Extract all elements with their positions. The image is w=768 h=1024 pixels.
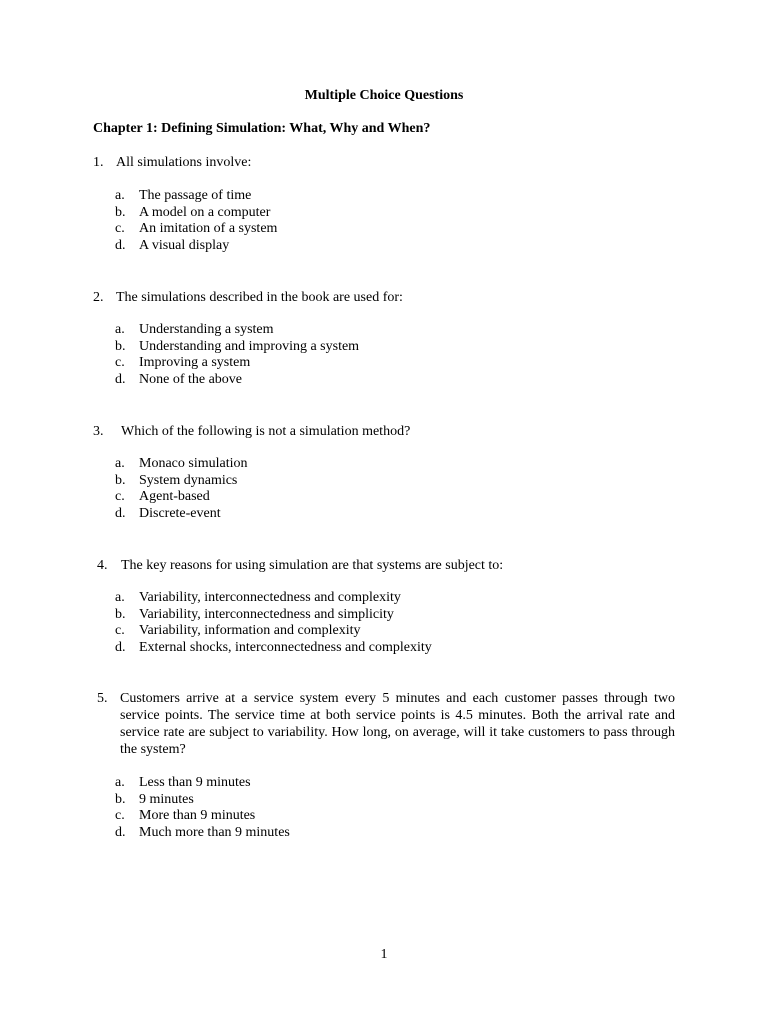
question-1 bbox=[93, 154, 593, 171]
option-text: Much more than 9 minutes bbox=[139, 825, 290, 841]
option-text: System dynamics bbox=[139, 472, 238, 488]
question-text: The simulations described in the book are used for: bbox=[116, 290, 403, 305]
option-letter: b. bbox=[115, 606, 126, 622]
option-text: Monaco simulation bbox=[139, 456, 248, 471]
question-number: 3. bbox=[93, 424, 104, 439]
option-letter: a. bbox=[115, 590, 125, 605]
option-letter: c. bbox=[115, 489, 125, 505]
option-letter: c. bbox=[115, 808, 125, 824]
option-letter: d. bbox=[115, 640, 126, 656]
option-text: Discrete-event bbox=[139, 506, 221, 522]
option-letter: c. bbox=[115, 623, 125, 639]
option-text: More than 9 minutes bbox=[139, 808, 256, 824]
question-number: 1. bbox=[93, 155, 104, 170]
option-letter: a. bbox=[115, 456, 125, 471]
question-5 bbox=[97, 690, 117, 707]
option-text: A model on a computer bbox=[139, 204, 271, 220]
option-letter: d. bbox=[115, 506, 126, 522]
option-text: Variability, interconnectedness and simplicity bbox=[139, 606, 394, 622]
option-text: Understanding and improving a system bbox=[139, 338, 360, 354]
option-text: Agent-based bbox=[139, 489, 210, 505]
option-text: The passage of time bbox=[139, 188, 252, 203]
option-letter: a. bbox=[115, 775, 125, 790]
option-letter: d. bbox=[115, 825, 126, 841]
page-number: 1 bbox=[380, 947, 388, 962]
question-text: Which of the following is not a simulation method? bbox=[121, 424, 411, 439]
option-text: An imitation of a system bbox=[139, 221, 278, 237]
option-text: Understanding a system bbox=[139, 322, 274, 337]
option-letter: b. bbox=[115, 472, 126, 488]
option-letter: c. bbox=[115, 355, 125, 371]
option-letter: a. bbox=[115, 322, 125, 337]
page-title: Multiple Choice Questions bbox=[304, 88, 464, 103]
question-4 bbox=[97, 557, 657, 574]
question-number: 4. bbox=[97, 558, 108, 573]
question-text: Customers arrive at a service system every 5 minutes and each customer passes through two service points. The service time at both service points is 4.5 minutes. Both the arrival rate and service rate are subject to variability. How long, on average, will it take customers to pass through the system? bbox=[120, 691, 675, 757]
option-letter: d. bbox=[115, 238, 126, 254]
option-text: None of the above bbox=[139, 372, 243, 388]
option-letter: a. bbox=[115, 188, 125, 203]
question-3 bbox=[93, 423, 593, 440]
chapter-heading: Chapter 1: Defining Simulation: What, Why and When? bbox=[93, 121, 431, 136]
question-text: The key reasons for using simulation are that systems are subject to: bbox=[121, 558, 504, 573]
option-text: A visual display bbox=[139, 238, 230, 254]
option-text: Less than 9 minutes bbox=[139, 775, 251, 790]
option-letter: c. bbox=[115, 221, 125, 237]
question-number: 2. bbox=[93, 290, 104, 305]
option-text: Variability, interconnectedness and complexity bbox=[139, 590, 401, 605]
question-number: 5. bbox=[97, 691, 108, 706]
option-letter: b. bbox=[115, 338, 126, 354]
option-letter: d. bbox=[115, 372, 126, 388]
option-text: 9 minutes bbox=[139, 791, 194, 807]
question-2 bbox=[93, 289, 593, 306]
question-text: All simulations involve: bbox=[116, 155, 252, 170]
option-text: Improving a system bbox=[139, 355, 251, 371]
option-text: Variability, information and complexity bbox=[139, 623, 361, 639]
option-text: External shocks, interconnectedness and complexity bbox=[139, 640, 432, 656]
option-letter: b. bbox=[115, 204, 126, 220]
option-letter: b. bbox=[115, 791, 126, 807]
